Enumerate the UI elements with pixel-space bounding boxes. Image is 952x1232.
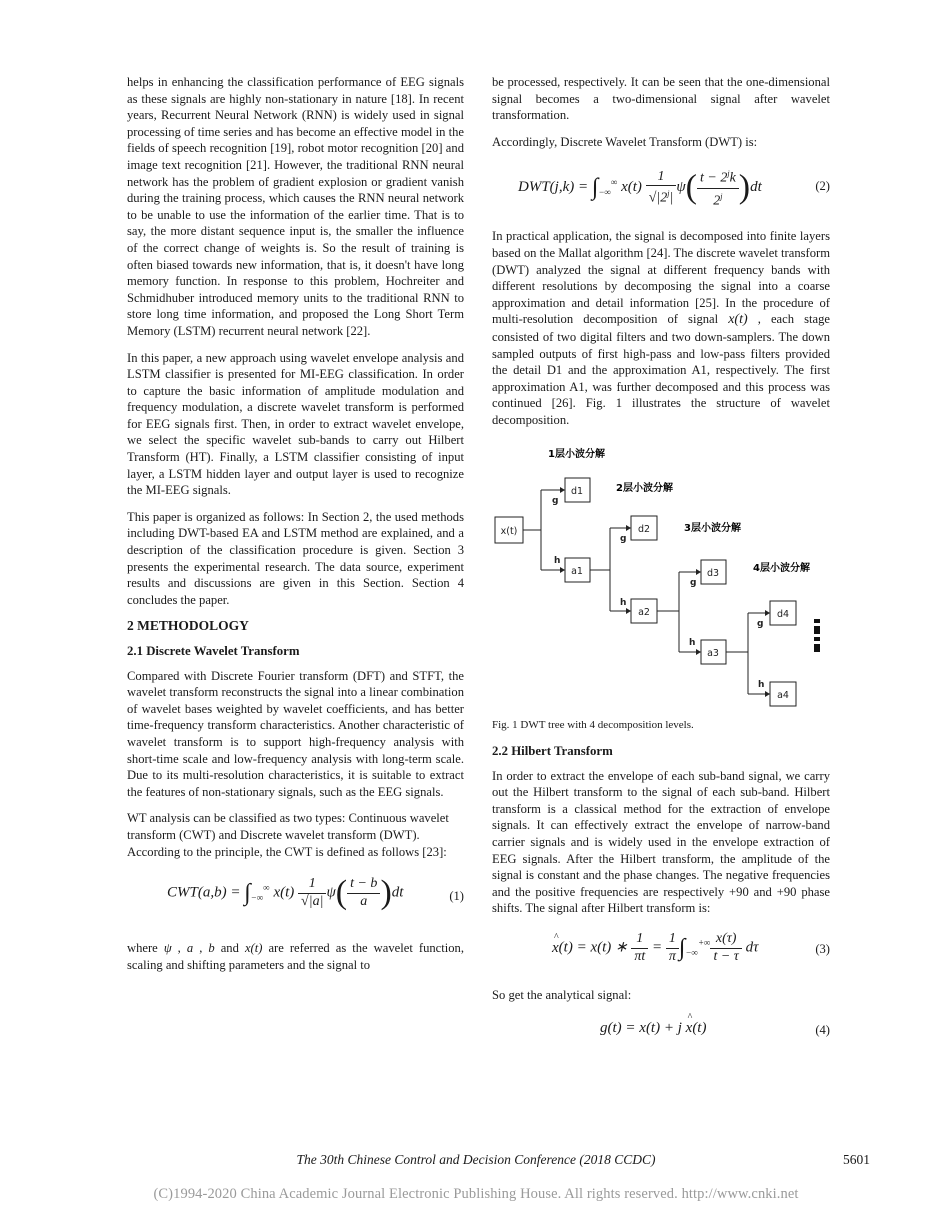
subsection-heading-dwt: 2.1 Discrete Wavelet Transform [127, 644, 300, 658]
paragraph-hilbert: In order to extract the envelope of each sub-band signal, we carry out the Hilbert transform to the signal of each sub-band. Hilbert transform is a classical method for the extraction of envelope signals. It can effectively extract the envelope of narrow-band carrier signals and is widely used in the envelope extraction of EEG signals. After the Hilbert transform, the amplitude of the signal is constant and the phase changes. The negative frequencies and the positive frequencies are respectively +90 and +90 phase shifts. The signal after Hilbert transform is: [492, 768, 830, 916]
filter-g-2: g [620, 533, 627, 544]
paragraph-processed: be processed, respectively. It can be seen that the one-dimensional signal becomes a two-dimensional signal after wavelet transformation. [492, 75, 830, 123]
node-a4: a4 [777, 689, 789, 701]
paragraph-dwt-intro: Accordingly, Discrete Wavelet Transform (DWT) is: [492, 134, 758, 149]
filter-h-3: h [689, 637, 696, 648]
node-a1: a1 [571, 565, 583, 577]
node-d4: d4 [776, 608, 790, 620]
equation-hilbert: ^ x(t) = x(t) ∗ $\frac{1}{\pi t}$ = $\frac{1}{\pi}$ $\int_{-\infty}^{+\infty}$ $\frac{x(\tau)}{t - \tau}$ dτ (3) [552, 931, 830, 964]
conference-footer: The 30th Chinese Control and Decision Conference (2018 CCDC) [296, 1152, 656, 1167]
node-d3: d3 [706, 567, 720, 579]
node-a2: a2 [638, 606, 650, 618]
intro-paragraph-rnn: helps in enhancing the classification performance of EEG signals as these signals are highly non-stationary in nature [18]. In recent years, Recurrent Neural Network (RNN) is widely used in signal processing of time series and has become an effective model in the fields of speech recognition [19], robot motor recognition [20] and image text recognition [21]. However, the traditional RNN neural network has the problem of gradient explosion or gradient vanish during the training process, which causes the RNN neural network to be unable to use the information of the earlier time. That is to say, the more distant sequence input is, the smaller the influence of the correct change of weights is. So the result of training is often biased towards new information, that is, it doesn't have long memory function. In response to this problem, Hochreiter and Schmidhuber introduced memory units to the traditional RNN to store long time information, and proposed the Long Short Term Memory (LSTM) recurrent neural network [22]. [127, 75, 464, 338]
right-column [492, 74, 830, 1052]
intro-paragraph-approach: In this paper, a new approach using wavelet envelope analysis and LSTM classifier is presented for MI-EEG classification. In order to capture the basic information of amplitude modulation and frequency modulation, a discrete wavelet transform is performed for EEG signals first. Then, in order to extract wavelet envelope, we select the specific wavelet sub-bands to carry out Hilbert Transform (HT). Finally, a LSTM classifier consisting of input layer, a LSTM hidden layer and output layer is used to recognize the MI-EEG signals. [127, 350, 464, 498]
filter-g-1: g [552, 495, 559, 506]
continuation-marker [814, 619, 820, 652]
level-label-2: 2层小波分解 [616, 482, 673, 494]
filter-h-4: h [758, 679, 765, 690]
node-a3: a3 [707, 647, 719, 659]
equation-dwt: $DWT(j,k) = \int_{-\infty}^\infty$ x(t) $\frac{1}{√|2^j|}$ ψ( $\frac{t - 2^jk}{2^j}$ )dt (2) [492, 160, 830, 220]
filter-g-3: g [690, 577, 697, 588]
equation-analytic-signal: g(t) = x(t) + j ^ x(t) (4) [600, 1011, 830, 1037]
figure-dwt-tree [492, 439, 830, 709]
paragraph-wt-types: WT analysis can be classified as two types: Continuous wavelet transform (CWT) and Discrete wavelet transform (DWT). According to the principle, the CWT is defined as follows [23]: [127, 811, 449, 859]
left-column [127, 74, 464, 983]
paragraph-analytical: So get the analytical signal: [492, 988, 632, 1003]
section-heading-methodology: 2 METHODOLOGY [127, 618, 249, 634]
subsection-heading-hilbert: 2.2 Hilbert Transform [492, 744, 613, 759]
paragraph-cwt-where: where ψ , a , b and x(t) are referred as the wavelet function, scaling and shifting parameters and the signal to [127, 941, 464, 972]
equation-number-3: (3) [815, 942, 830, 957]
intro-paragraph-organization: This paper is organized as follows: In Section 2, the used methods including DWT-based EA and LSTM method are explained, and a description of the classification procedure is given. Section 3 presents the experimental research. The data source, experiment results and discussions are given in this Section. Section 4 concludes the paper. [127, 509, 464, 607]
node-input: x(t) [500, 525, 518, 537]
figure-caption: Fig. 1 DWT tree with 4 decomposition levels. [492, 718, 694, 731]
equation-number-2: (2) [815, 179, 830, 194]
equation-number-4: (4) [815, 1022, 830, 1037]
filter-g-4: g [757, 618, 764, 629]
equation-cwt: $CWT(a,b) = \int_{-\infty}^\infty$ x(t) $\frac{1}{√|a|}$ ψ( $\frac{t - b}{a}$ )dt (1) [167, 873, 464, 911]
level-label-4: 4层小波分解 [753, 562, 810, 574]
paragraph-mallat: In practical application, the signal is decomposed into finite layers based on the Mallat algorithm [24]. The discrete wavelet transform (DWT) analyzed the signal at different frequency bands with different resolutions by decomposing the signal into a coarse approximation and detail information [25]. In the procedure of multi-resolution decomposition of signal x(t) , each stage consisted of two digital filters and two down-samplers. The down sampled outputs of first high-pass and low-pass filters provided the detail D1 and the approximation A1, respectively. The first approximation A1, was further decomposed and this process was continued [26]. Fig. 1 illustrates the structure of wavelet decomposition. [492, 229, 830, 427]
equation-number-1: (1) [449, 889, 464, 904]
copyright-watermark: (C)1994-2020 China Academic Journal Electronic Publishing House. All rights reserved. http://www.cnki.net [153, 1186, 799, 1202]
level-label-3: 3层小波分解 [684, 522, 741, 534]
filter-h-2: h [620, 597, 627, 608]
node-d2: d2 [637, 523, 651, 535]
level-label-1: 1层小波分解 [548, 448, 605, 460]
page-number: 5601 [843, 1152, 870, 1167]
paragraph-wavelet-comparison: Compared with Discrete Fourier transform (DFT) and STFT, the wavelet transform reconstructs the signal into a linear combination of wavelet bases weighted by wavelet coefficients, and has better time-frequency transform characteristics. Another characteristic of wavelet transform is to support high-frequency analysis with short-time scale and low-frequency analysis with long-term scale. Due to its multi-resolution characteristics, it is suitable to extract the features of non-stationary signals, such as the EEG signals. [127, 668, 464, 799]
node-d1: d1 [570, 485, 584, 497]
filter-h-1: h [554, 555, 561, 566]
